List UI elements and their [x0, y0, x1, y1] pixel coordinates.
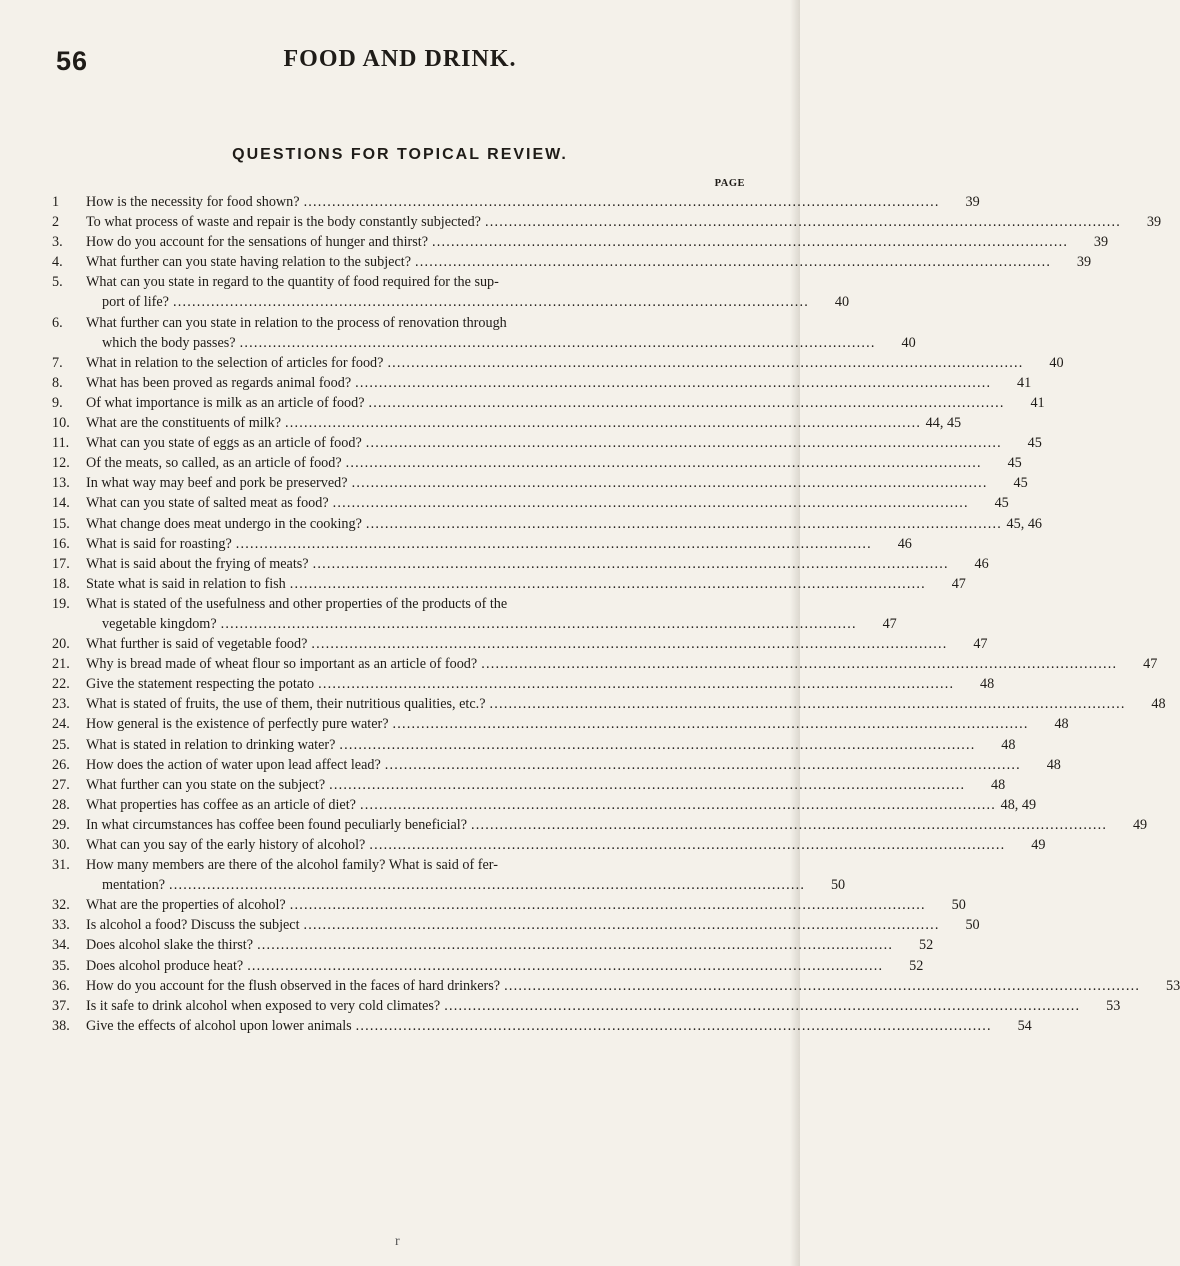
- question-number: 3.: [52, 234, 63, 251]
- page-edge-shadow: [790, 0, 800, 1266]
- page-reference: 45: [994, 495, 1009, 512]
- question-line: [86, 935, 933, 955]
- question-number: 12.: [52, 455, 70, 472]
- question-item: [52, 252, 1092, 272]
- page-reference: 49: [1132, 816, 1148, 833]
- question-item: [52, 353, 1064, 373]
- question-body: [86, 413, 961, 433]
- question-item: [52, 534, 912, 554]
- question-line: [86, 775, 1005, 795]
- question-line: [86, 654, 1157, 674]
- question-line: [86, 232, 1108, 252]
- question-line: [86, 996, 1120, 1016]
- dot-leader: [355, 373, 991, 393]
- page-reference: 50: [965, 917, 980, 934]
- dot-leader: [169, 875, 805, 895]
- question-body: [86, 373, 1031, 393]
- dot-leader: [304, 192, 940, 212]
- dot-leader: [352, 473, 988, 493]
- question-text: port of life?: [102, 294, 169, 311]
- question-item: [52, 795, 1037, 815]
- question-text: What is stated of fruits, the use of them, their nutritious qualities, etc.?: [86, 696, 486, 713]
- question-item: [52, 694, 1166, 714]
- question-text: In what way may beef and pork be preserved?: [86, 475, 348, 492]
- question-line: [86, 674, 994, 694]
- page-reference: 39: [1076, 254, 1092, 271]
- question-line: [86, 433, 1042, 453]
- question-line: [86, 393, 1045, 413]
- question-text: Of what importance is milk as an article of food?: [86, 394, 365, 411]
- dot-leader: [333, 493, 969, 513]
- question-item: [52, 775, 1006, 795]
- question-line: [86, 1016, 1032, 1036]
- question-item: [52, 996, 1121, 1016]
- page-reference: 39: [965, 194, 980, 210]
- page-reference: 49: [1031, 837, 1046, 853]
- question-line: [86, 815, 1147, 835]
- dot-leader: [247, 956, 883, 976]
- dot-leader: [387, 353, 1023, 373]
- question-number: 9.: [52, 394, 63, 411]
- question-text: What change does meat undergo in the cooking?: [86, 515, 362, 532]
- question-item: [52, 413, 962, 433]
- question-item: [52, 634, 988, 654]
- question-body: [86, 855, 845, 895]
- question-text: What in relation to the selection of articles for food?: [86, 354, 384, 371]
- question-line: [86, 694, 1166, 714]
- question-item: [52, 654, 1158, 674]
- question-text: What is stated in relation to drinking water?: [86, 736, 336, 753]
- question-body: [86, 935, 933, 955]
- question-body: [86, 835, 1045, 855]
- page-reference: 40: [834, 294, 850, 311]
- question-number: 25.: [52, 736, 70, 753]
- question-text: Does alcohol produce heat?: [86, 957, 244, 974]
- question-number: 34.: [52, 937, 70, 954]
- question-line: [86, 714, 1069, 734]
- page-reference: 48, 49: [1000, 796, 1037, 813]
- question-item: [52, 232, 1109, 252]
- question-line: [86, 473, 1028, 493]
- page-reference: 40: [901, 334, 916, 351]
- dot-leader: [318, 674, 954, 694]
- page-reference: 48: [1001, 736, 1016, 753]
- page-reference: 41: [1030, 394, 1045, 411]
- question-text: How do you account for the sensations of hunger and thirst?: [86, 234, 428, 251]
- question-text: In what circumstances has coffee been found peculiarly beneficial?: [86, 816, 468, 833]
- question-body: [86, 353, 1064, 373]
- question-body: [86, 212, 1161, 232]
- question-item: [52, 212, 1162, 232]
- question-body: [86, 473, 1028, 493]
- page-reference: 39: [1146, 214, 1162, 231]
- page-reference: 44, 45: [925, 415, 962, 432]
- question-text: What further can you state on the subject?: [86, 776, 326, 793]
- question-body: [86, 735, 1015, 755]
- question-item: [52, 192, 980, 212]
- question-text: What can you state of salted meat as food?: [86, 495, 329, 512]
- question-line: [86, 835, 1045, 855]
- question-line: [86, 895, 966, 915]
- page-number: 56: [56, 46, 89, 76]
- question-item: [52, 755, 1061, 775]
- question-body: [86, 694, 1166, 714]
- question-body: [86, 272, 849, 312]
- question-number: 27.: [52, 776, 70, 793]
- question-text: How general is the existence of perfectly pure water?: [86, 716, 389, 733]
- dot-leader: [285, 413, 921, 433]
- question-number: 18.: [52, 575, 70, 592]
- question-number: 1: [52, 194, 60, 210]
- question-text: which the body passes?: [102, 334, 236, 351]
- question-text: State what is said in relation to fish: [86, 575, 286, 592]
- page-reference: 45: [1027, 435, 1042, 452]
- question-body: [86, 252, 1091, 272]
- question-body: [86, 915, 980, 935]
- question-text: What has been proved as regards animal food?: [86, 374, 352, 391]
- question-item: [52, 855, 846, 895]
- question-number: 16.: [52, 535, 70, 552]
- question-number: 28.: [52, 796, 70, 813]
- question-line: [86, 413, 961, 433]
- dot-leader: [360, 795, 996, 815]
- page-reference: 48: [991, 776, 1006, 793]
- question-body: [86, 453, 1022, 473]
- question-number: 19.: [52, 595, 70, 612]
- question-line: [86, 976, 1180, 996]
- question-item: [52, 453, 1022, 473]
- question-body: [86, 232, 1108, 252]
- question-body: [86, 775, 1005, 795]
- question-body: [86, 493, 1009, 513]
- question-number: 35.: [52, 957, 70, 974]
- dot-leader: [415, 252, 1051, 272]
- question-body: [86, 574, 966, 594]
- question-text: What further can you state in relation to the process of renovation through: [86, 314, 507, 331]
- dot-leader: [366, 514, 1002, 534]
- dot-leader: [346, 453, 982, 473]
- question-line: [86, 292, 849, 312]
- dot-leader: [385, 755, 1021, 775]
- question-line: [86, 272, 849, 292]
- question-number: 38.: [52, 1017, 70, 1034]
- question-text: To what process of waste and repair is the body constantly subjected?: [86, 214, 481, 231]
- running-title: FOOD AND DRINK.: [283, 46, 517, 72]
- question-text: What further is said of vegetable food?: [86, 636, 308, 653]
- question-item: [52, 473, 1028, 493]
- question-number: 31.: [52, 857, 70, 874]
- question-line: [86, 252, 1091, 272]
- question-number: 36.: [52, 977, 70, 994]
- question-item: [52, 594, 897, 634]
- question-number: 15.: [52, 515, 70, 532]
- section-title: QUESTIONS FOR TOPICAL REVIEW.: [232, 146, 568, 163]
- page-reference: 52: [918, 937, 934, 954]
- question-line: [86, 755, 1061, 775]
- dot-leader: [432, 232, 1068, 252]
- question-line: [86, 855, 845, 875]
- question-body: [86, 895, 966, 915]
- dot-leader: [313, 554, 949, 574]
- dot-leader: [290, 895, 926, 915]
- page-reference: 48: [980, 676, 995, 693]
- question-line: [86, 614, 897, 634]
- question-text: What can you state in regard to the quantity of food required for the sup-: [86, 274, 499, 291]
- question-item: [52, 272, 850, 312]
- page-reference: 47: [973, 636, 988, 653]
- page-reference: 39: [1093, 234, 1109, 251]
- question-number: 8.: [52, 374, 63, 391]
- question-body: [86, 714, 1069, 734]
- question-number: 29.: [52, 816, 70, 833]
- page-reference: 47: [951, 575, 966, 592]
- page-reference: 40: [1049, 354, 1064, 371]
- dot-leader: [221, 614, 857, 634]
- dot-leader: [290, 574, 926, 594]
- question-number: 22.: [52, 676, 70, 693]
- question-line: [86, 192, 980, 212]
- question-body: [86, 795, 1036, 815]
- question-item: [52, 1016, 1032, 1036]
- dot-leader: [490, 694, 1126, 714]
- question-line: [86, 353, 1064, 373]
- question-item: [52, 554, 989, 574]
- question-text: What is said for roasting?: [86, 535, 232, 552]
- page-reference: 45: [1013, 475, 1028, 492]
- question-item: [52, 835, 1046, 855]
- question-number: 13.: [52, 475, 70, 492]
- question-text: Give the statement respecting the potato: [86, 676, 315, 693]
- question-number: 4.: [52, 254, 63, 271]
- question-text: What is said about the frying of meats?: [86, 555, 309, 572]
- page-reference: 52: [909, 957, 924, 974]
- question-body: [86, 815, 1147, 835]
- question-number: 2: [52, 214, 60, 231]
- question-line: [86, 574, 966, 594]
- question-item: [52, 895, 966, 915]
- question-number: 23.: [52, 696, 70, 713]
- question-text: Is alcohol a food? Discuss the subject: [86, 917, 300, 934]
- question-text: vegetable kingdom?: [102, 615, 217, 632]
- question-body: [86, 755, 1061, 775]
- page-reference: 48: [1151, 696, 1166, 713]
- question-body: [86, 634, 988, 654]
- question-line: [86, 534, 912, 554]
- dot-leader: [369, 393, 1005, 413]
- question-text: Of the meats, so called, as an article of food?: [86, 455, 342, 472]
- question-text: Give the effects of alcohol upon lower animals: [86, 1017, 352, 1034]
- question-number: 33.: [52, 917, 70, 934]
- question-item: [52, 915, 980, 935]
- question-number: 14.: [52, 495, 70, 512]
- dot-leader: [393, 714, 1029, 734]
- question-body: [86, 192, 980, 212]
- question-body: [86, 654, 1157, 674]
- dot-leader: [369, 835, 1005, 855]
- question-text: Is it safe to drink alcohol when exposed to very cold climates?: [86, 997, 441, 1014]
- dot-leader: [240, 333, 876, 353]
- question-text: What can you say of the early history of alcohol?: [86, 837, 366, 853]
- question-body: [86, 976, 1180, 996]
- dot-leader: [356, 1016, 992, 1036]
- question-line: [86, 594, 897, 614]
- page-reference: 53: [1106, 997, 1121, 1014]
- page-reference: 50: [830, 877, 846, 894]
- page-reference: 48: [1046, 756, 1061, 773]
- question-item: [52, 815, 1148, 835]
- question-text: What further can you state having relation to the subject?: [86, 254, 412, 271]
- question-text: How many members are there of the alcohol family? What is said of fer-: [86, 857, 498, 874]
- page-reference: 47: [1143, 656, 1158, 673]
- question-text: What is stated of the usefulness and other properties of the products of the: [86, 595, 508, 612]
- question-text: What are the properties of alcohol?: [86, 897, 286, 914]
- page-reference: 47: [882, 615, 897, 632]
- question-body: [86, 1016, 1032, 1036]
- question-item: [52, 313, 916, 353]
- dot-leader: [366, 433, 1002, 453]
- question-body: [86, 534, 912, 554]
- question-item: [52, 735, 1016, 755]
- question-list: [52, 192, 1180, 1036]
- question-line: [86, 795, 1036, 815]
- question-body: [86, 433, 1042, 453]
- question-line: [86, 493, 1009, 513]
- dot-leader: [173, 292, 809, 312]
- question-text: How do you account for the flush observed in the faces of hard drinkers?: [86, 977, 501, 994]
- page-reference: 50: [951, 897, 966, 914]
- question-number: 32.: [52, 897, 70, 914]
- page-reference: 48: [1054, 716, 1069, 733]
- footer-mark: r: [395, 1234, 400, 1249]
- question-number: 30.: [52, 837, 70, 853]
- question-number: 17.: [52, 555, 70, 572]
- question-number: 6.: [52, 314, 63, 331]
- dot-leader: [311, 634, 947, 654]
- page-reference: 46: [897, 535, 912, 552]
- question-line: [86, 453, 1022, 473]
- question-item: [52, 976, 1180, 996]
- question-line: [86, 554, 989, 574]
- page-reference: 54: [1017, 1017, 1032, 1034]
- page-reference: 45, 46: [1006, 515, 1043, 532]
- question-item: [52, 674, 995, 694]
- question-text: mentation?: [102, 877, 166, 894]
- question-number: 7.: [52, 354, 63, 371]
- question-body: [86, 393, 1045, 413]
- question-number: 24.: [52, 716, 70, 733]
- question-text: How does the action of water upon lead affect lead?: [86, 756, 381, 773]
- question-number: 37.: [52, 997, 70, 1014]
- page-reference: 41: [1017, 374, 1032, 391]
- question-item: [52, 935, 934, 955]
- question-body: [86, 594, 897, 634]
- question-item: [52, 714, 1069, 734]
- dot-leader: [485, 212, 1121, 232]
- question-text: What are the constituents of milk?: [86, 415, 282, 432]
- question-line: [86, 634, 988, 654]
- question-line: [86, 212, 1161, 232]
- question-text: What can you state of eggs as an article of food?: [86, 435, 362, 452]
- question-item: [52, 574, 966, 594]
- question-item: [52, 393, 1045, 413]
- page-reference: 46: [974, 555, 989, 572]
- question-text: How is the necessity for food shown?: [86, 194, 300, 210]
- question-line: [86, 373, 1031, 393]
- question-number: 10.: [52, 415, 70, 432]
- question-item: [52, 493, 1009, 513]
- question-line: [86, 875, 845, 895]
- page-reference: 45: [1007, 455, 1022, 472]
- dot-leader: [304, 915, 940, 935]
- question-item: [52, 373, 1032, 393]
- question-body: [86, 514, 1042, 534]
- question-line: [86, 735, 1015, 755]
- dot-leader: [339, 735, 975, 755]
- question-item: [52, 956, 924, 976]
- question-body: [86, 996, 1120, 1016]
- question-item: [52, 514, 1043, 534]
- question-line: [86, 514, 1042, 534]
- question-body: [86, 674, 994, 694]
- question-line: [86, 915, 980, 935]
- question-number: 21.: [52, 656, 70, 673]
- question-number: 11.: [52, 435, 70, 452]
- question-body: [86, 554, 989, 574]
- question-number: 20.: [52, 636, 70, 653]
- question-item: [52, 433, 1042, 453]
- question-text: What properties has coffee as an article of diet?: [86, 796, 356, 813]
- question-number: 5.: [52, 274, 63, 291]
- dot-leader: [236, 534, 872, 554]
- page-column-label: PAGE: [714, 178, 745, 189]
- question-number: 26.: [52, 756, 70, 773]
- dot-leader: [329, 775, 965, 795]
- question-text: Does alcohol slake the thirst?: [86, 937, 254, 954]
- page-reference: 53: [1165, 977, 1180, 994]
- question-text: Why is bread made of wheat flour so important as an article of food?: [86, 656, 478, 673]
- dot-leader: [444, 996, 1080, 1016]
- page-header: [56, 46, 744, 86]
- dot-leader: [504, 976, 1140, 996]
